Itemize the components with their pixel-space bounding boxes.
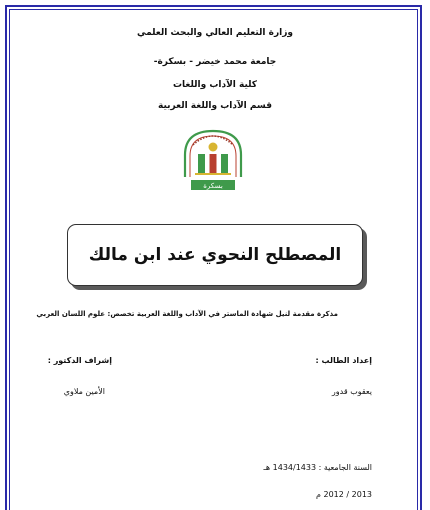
university-logo <box>171 125 255 195</box>
student-label: إعداد الطالب : <box>315 356 372 365</box>
supervisor-label: إشراف الدكتور : <box>47 356 112 365</box>
thesis-title: المصطلح النحوي عند ابن مالك <box>88 245 342 265</box>
student-name: يعقوب قدور <box>331 387 372 396</box>
academic-year-gregorian: 2013 / 2012 م <box>316 490 372 499</box>
ministry-line: وزارة التعليم العالي والبحث العلمي <box>136 28 294 38</box>
title-box <box>67 224 363 286</box>
logo-sun <box>209 143 218 152</box>
logo-caption: بسكرة <box>203 182 223 190</box>
faculty-line: كلية الآداب واللغات <box>172 80 258 90</box>
department-line: قسم الآداب واللغة العربية <box>158 101 272 111</box>
logo-pillar-center <box>210 154 217 174</box>
memo-line: مذكرة مقدمة لنيل شهادة الماستر في الآداب واللغة العربية تخصص: علوم اللسان العربي <box>36 310 338 318</box>
logo-pillar-left <box>198 154 205 174</box>
supervisor-name: الأمين ملاوي <box>63 387 105 396</box>
academic-year-hijri: السنة الجامعية : 1434/1433 هـ <box>263 463 372 472</box>
university-line: جامعة محمد خيضر - بسكرة- <box>153 57 277 67</box>
logo-pillar-right <box>221 154 228 174</box>
